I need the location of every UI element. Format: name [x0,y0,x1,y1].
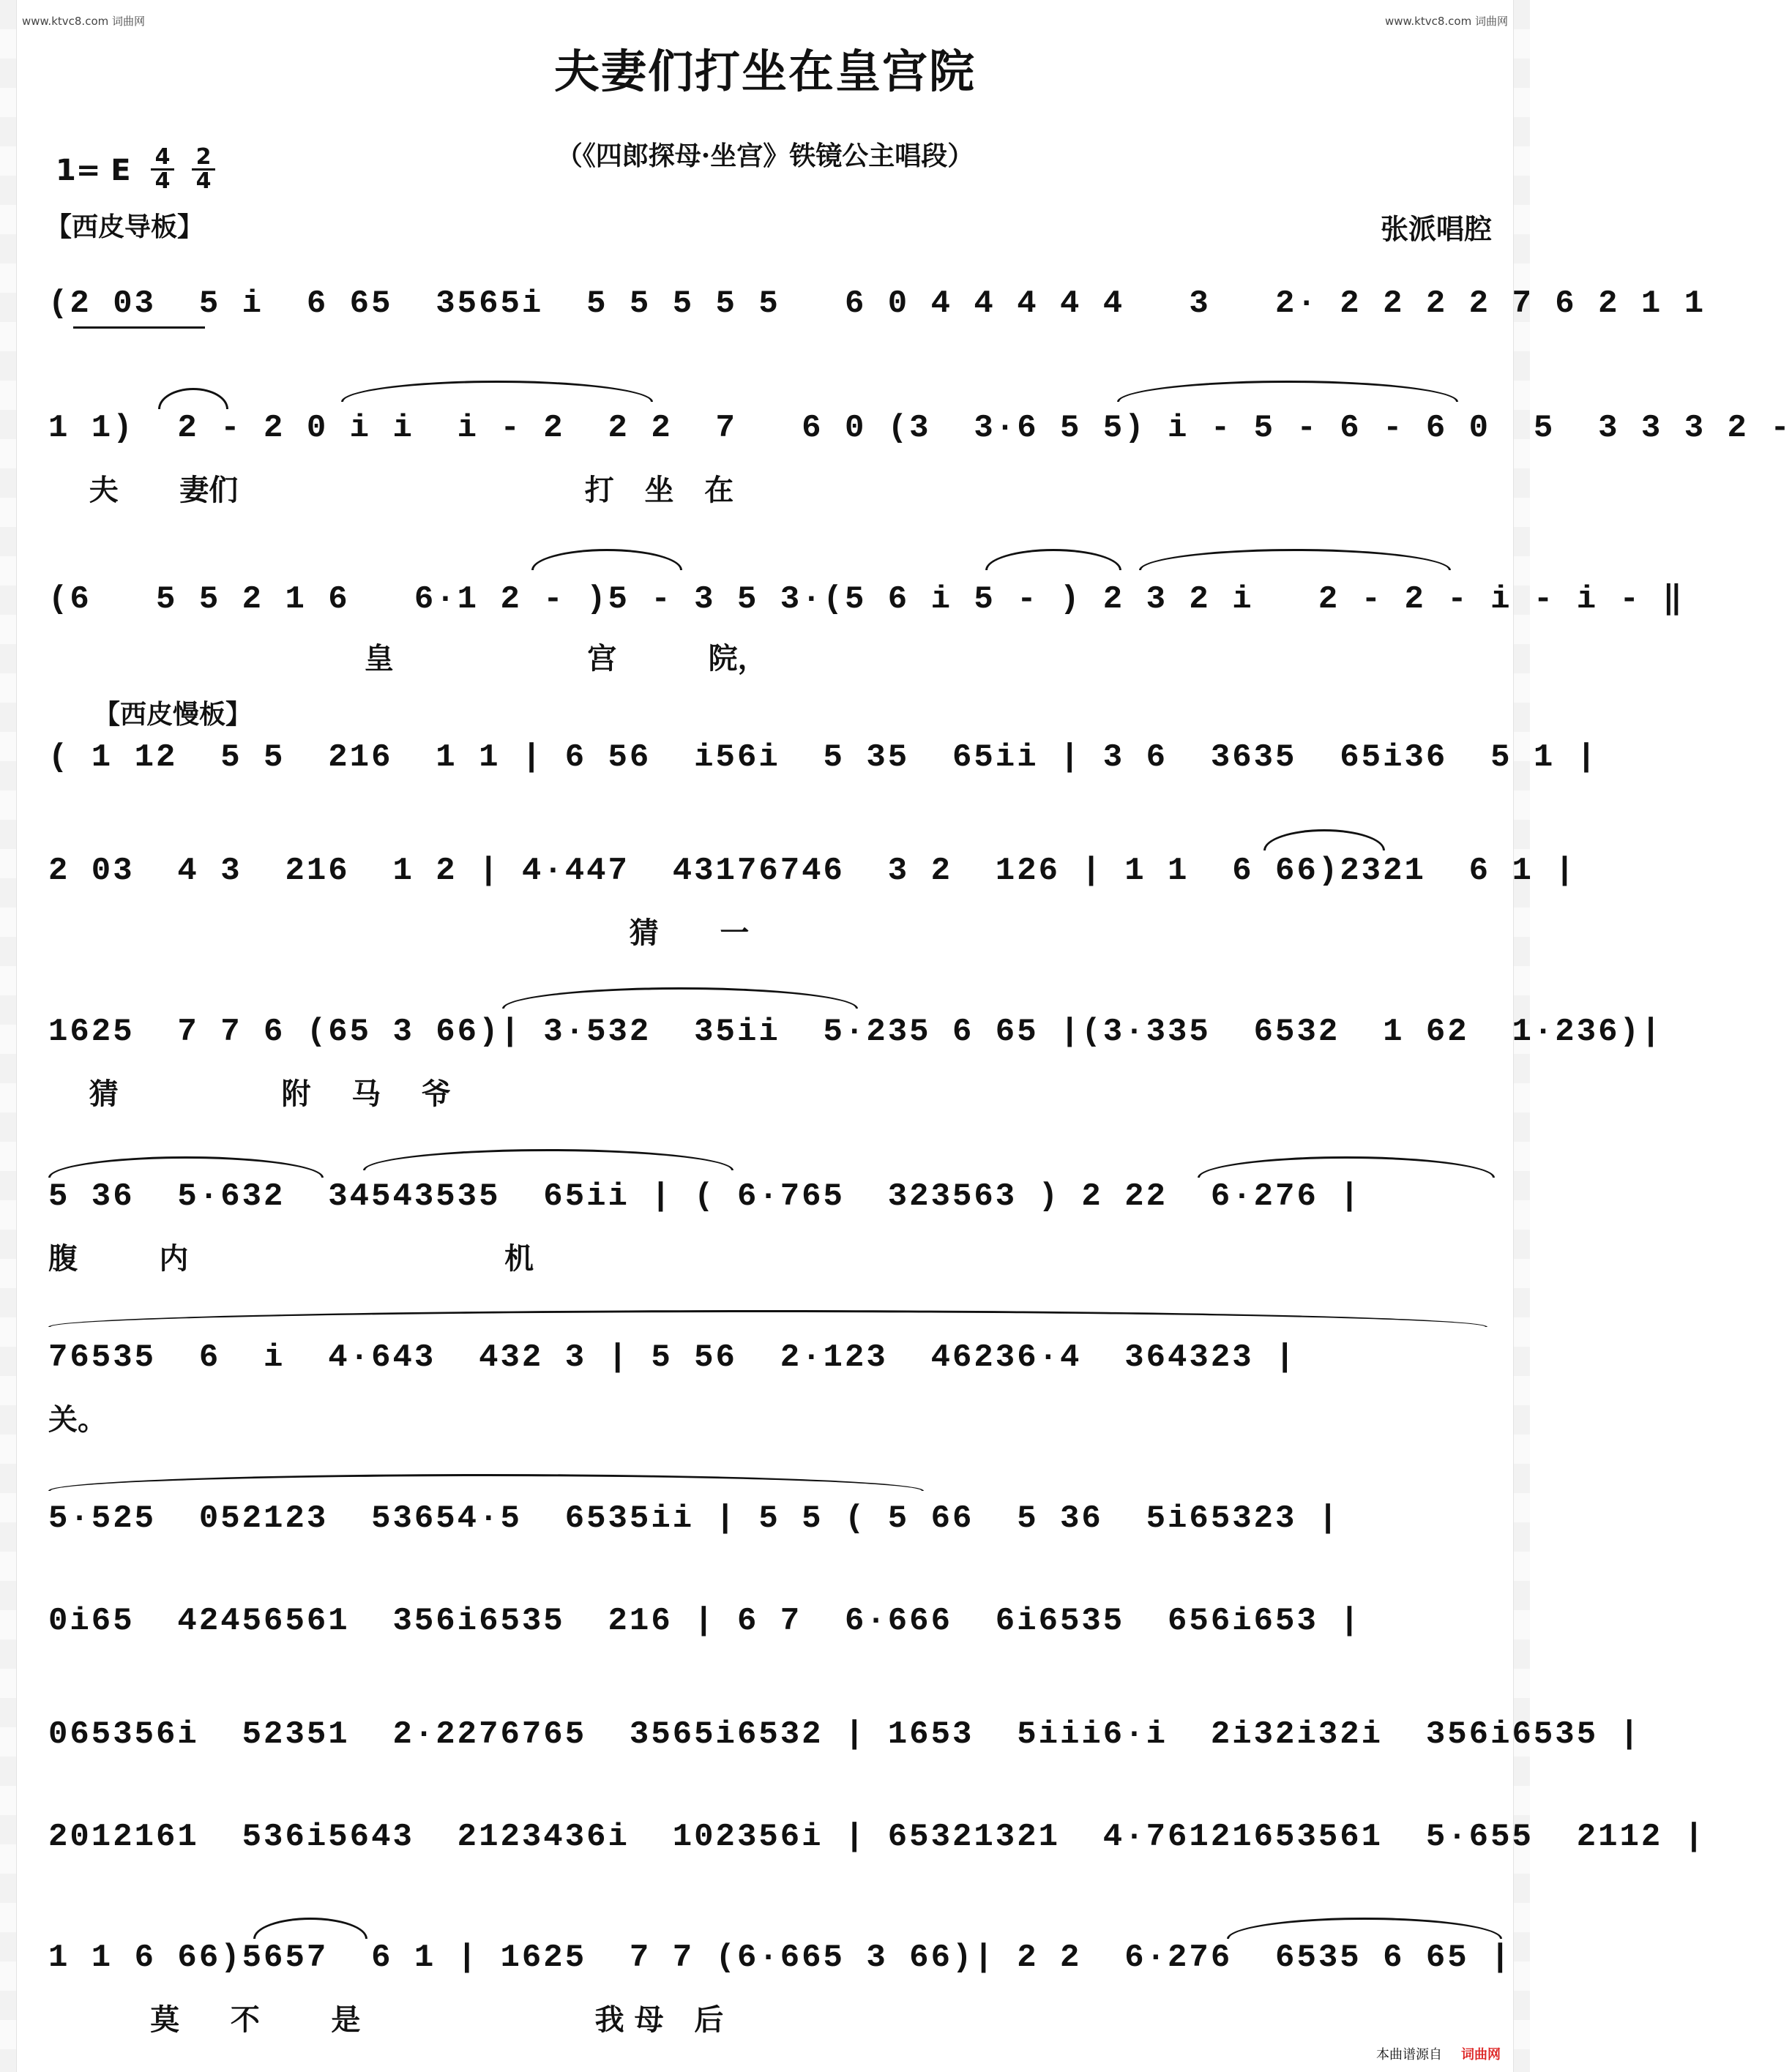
notation-line: (2 03 5 i 6 65 3565i 5 5 5 5 5 6 0 4 4 4 4 4 3 2· 2 2 2 2 7 6 2 1 1 [48,285,1706,322]
section-label-manban: 【西皮慢板】 [94,699,253,730]
notation-line: 0i65 42456561 356i6535 216 | 6 7 6·666 6i6535 656i653 | [48,1603,1362,1639]
site-watermark-right: www.ktvc8.com 词曲网 [1384,15,1508,28]
notation-line: 2 03 4 3 216 1 2 | 4·447 43176746 3 2 126 | 1 1 6 66)2321 6 1 | [48,853,1577,889]
slur-mark [363,1149,733,1170]
source-credit [1376,2044,1501,2063]
notation-line: 1625 7 7 6 (65 3 66)| 3·532 35ii 5·235 6 65 |(3·335 6532 1 62 1·236)| [48,1014,1663,1050]
notation-line: 5·525 052123 53654·5 6535ii | 5 5 ( 5 66 5 36 5i65323 | [48,1500,1340,1537]
lyric-line: 夫 妻们 打 坐 在 [48,473,734,507]
time-signature-2-denominator: 4 [195,168,212,194]
slur-mark [48,1310,1487,1327]
notation-line: 065356i 52351 2·2276765 3565i6532 | 1653 5iii6·i 2i32i32i 356i6535 | [48,1716,1641,1753]
slur-mark [502,987,858,1009]
score-row-7 [48,1178,1496,1303]
section-label-daoban: 【西皮导板】 [45,212,204,242]
time-signature-1-numerator: 4 [151,146,174,171]
notation-line: 1 1) 2 - 2 0 i i i - 2 2 2 7 6 0 (3 3·6 5 5) i - 5 - 6 - 6 0 5 3 3 3 2 - [48,410,1792,446]
slur-mark [48,1156,324,1178]
notation-line: 5 36 5·632 34543535 65ii | ( 6·765 323563 ) 2 22 6·276 | [48,1178,1362,1215]
slur-mark [1139,549,1451,570]
notation-line: (6 5 5 2 1 6 6·1 2 - )5 - 3 5 3·(5 6 i 5 - ) 2 3 2 i 2 - 2 - i - i - ‖ [48,581,1684,618]
lyric-line: 猜 一 [48,916,750,950]
notation-line: 1 1 6 66)5657 6 1 | 1625 7 7 (6·665 3 66)| 2 2 6·276 6535 6 65 | [48,1940,1512,1976]
notation-line: ( 1 12 5 5 216 1 1 | 6 56 i56i 5 35 65ii | 3 6 3635 65i36 5 1 | [48,739,1599,776]
notation-line: 2012161 536i5643 2123436i 102356i | 65321321 4·76121653561 5·655 2112 | [48,1819,1706,1855]
brand-logo-text: 词曲网 [1461,2047,1501,2062]
lyric-line: 猜 附 马 爷 [48,1077,451,1111]
score-row-8 [48,1339,1496,1464]
score-row-6 [48,1014,1663,1138]
time-signature-2-numerator: 2 [192,146,215,171]
key-signature: 1= E [56,154,131,187]
score-row-10 [48,1603,1496,1727]
site-watermark-left: www.ktvc8.com 词曲网 [22,15,146,28]
lyric-line: 莫 不 是 我 母 后 [48,2002,724,2037]
song-subtitle: （《四郎探母·坐宫》铁镜公主唱段） [556,141,974,171]
beat-underline [73,326,205,329]
score-row-5 [48,853,1577,977]
slur-mark [531,549,682,570]
left-border-strip [0,0,17,2072]
score-row-2 [48,410,1792,534]
slur-mark [985,549,1121,570]
time-signature-2 [192,146,215,192]
time-signature-1 [151,146,174,192]
score-row-3 [48,578,1684,703]
notation-line: 76535 6 i 4·643 432 3 | 5 56 2·123 46236·4 364323 | [48,1339,1297,1376]
lyric-line: 关。 [48,1402,107,1437]
lyric-line: 腹 内 机 [48,1241,534,1276]
slur-mark [48,1474,924,1491]
song-title: 夫妻们打坐在皇宫院 [553,45,976,98]
credit-text: 本曲谱源自 [1376,2047,1442,2062]
time-signature-1-denominator: 4 [154,168,171,194]
score-row-13 [48,1940,1512,2064]
lyric-line: 皇 宫 院， [48,641,767,676]
singer-style: 张派唱腔 [1380,212,1492,245]
slur-mark [1198,1156,1495,1178]
